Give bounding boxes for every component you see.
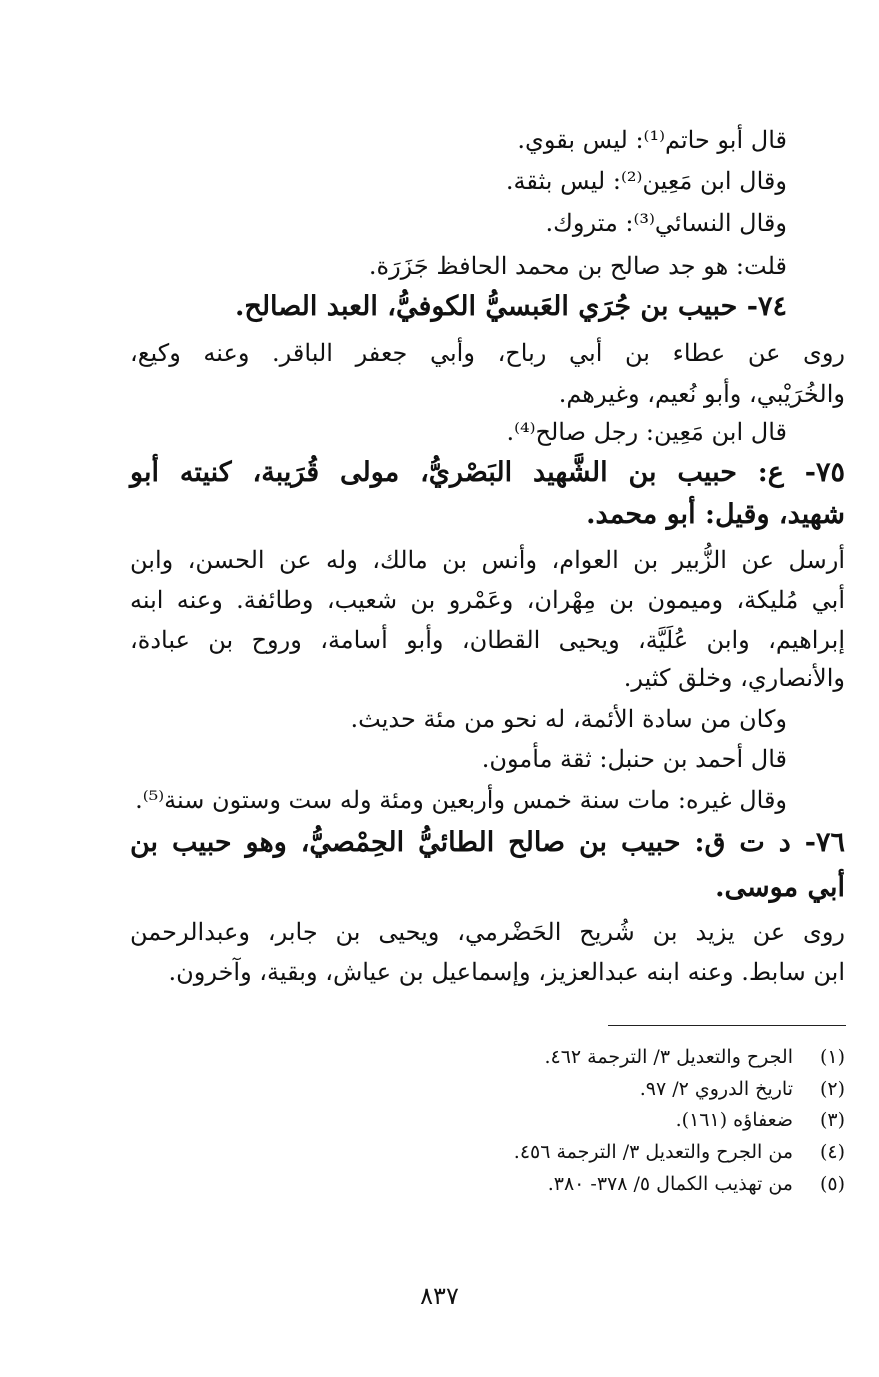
text-line: وقال غيره: مات سنة خمس وأربعين ومئة وله ست وستون سنة⁽⁵⁾. bbox=[135, 786, 787, 814]
text-line: روى عن يزيد بن شُريح الحَضْرمي، ويحيى بن جابر، وعبدالرحمن bbox=[130, 918, 845, 946]
entry-heading-74: ٧٤- حبيب بن جُرَي العَبسيُّ الكوفيُّ، العبد الصالح. bbox=[234, 291, 787, 322]
footnote-number: (٤) bbox=[819, 1141, 845, 1163]
footnote-text: من الجرح والتعديل ٣/ الترجمة ٤٥٦. bbox=[513, 1141, 793, 1163]
footnote-4 bbox=[514, 1138, 845, 1166]
text-line: إبراهيم، وابن عُلَيَّة، ويحيى القطان، وأبو أسامة، وروح بن عبادة، bbox=[130, 626, 845, 654]
footnote-text: ضعفاؤه (١٦١). bbox=[675, 1109, 793, 1131]
footnote-5 bbox=[548, 1170, 845, 1198]
text-line: قلت: هو جد صالح بن محمد الحافظ جَزَرَة. bbox=[368, 252, 787, 280]
entry-heading-76-cont: أبي موسى. bbox=[715, 872, 845, 903]
footnote-number: (٣) bbox=[819, 1109, 845, 1131]
text-line: وقال ابن مَعِين⁽²⁾: ليس بثقة. bbox=[505, 167, 787, 195]
text-line: قال ابن مَعِين: رجل صالح⁽⁴⁾. bbox=[506, 418, 787, 446]
footnote-divider bbox=[608, 1025, 846, 1026]
text-line: روى عن عطاء بن أبي رباح، وأبي جعفر الباقر. وعنه وكيع، bbox=[130, 339, 845, 367]
text-line: والخُرَيْبي، وأبو نُعيم، وغيرهم. bbox=[558, 380, 845, 408]
footnote-number: (١) bbox=[819, 1046, 845, 1068]
text-line: وقال النسائي⁽³⁾: متروك. bbox=[545, 209, 787, 237]
text-line: أرسل عن الزُّبير بن العوام، وأنس بن مالك، وله عن الحسن، وابن bbox=[130, 546, 845, 574]
footnote-text: تاريخ الدروي ٢/ ٩٧. bbox=[639, 1078, 793, 1100]
entry-heading-76: ٧٦- د ت ق: حبيب بن صالح الطائيُّ الحِمْصيُّ، وهو حبيب بن bbox=[130, 827, 845, 858]
footnote-text: من تهذيب الكمال ٥/ ٣٧٨- ٣٨٠. bbox=[547, 1173, 793, 1195]
text-line: والأنصاري، وخلق كثير. bbox=[623, 664, 845, 692]
footnote-text: الجرح والتعديل ٣/ الترجمة ٤٦٢. bbox=[544, 1046, 793, 1068]
text-line: قال أبو حاتم⁽¹⁾: ليس بقوي. bbox=[517, 126, 787, 154]
footnote-2 bbox=[640, 1075, 845, 1103]
text-line: أبي مُليكة، وميمون بن مِهْران، وعَمْرو بن شعيب، وطائفة. وعنه ابنه bbox=[130, 586, 845, 614]
footnote-number: (٢) bbox=[819, 1078, 845, 1100]
page-number: ٨٣٧ bbox=[420, 1282, 459, 1310]
entry-heading-75: ٧٥- ع: حبيب بن الشَّهيد البَصْريُّ، مولى قُرَيبة، كنيته أبو bbox=[130, 457, 845, 488]
text-line: وكان من سادة الأئمة، له نحو من مئة حديث. bbox=[350, 705, 787, 733]
footnote-1 bbox=[544, 1043, 845, 1071]
text-line: ابن سابط. وعنه ابنه عبدالعزيز، وإسماعيل بن عياش، وبقية، وآخرون. bbox=[168, 958, 845, 986]
text-line: قال أحمد بن حنبل: ثقة مأمون. bbox=[481, 745, 787, 773]
entry-heading-75-cont: شهيد، وقيل: أبو محمد. bbox=[586, 499, 845, 530]
footnote-number: (٥) bbox=[819, 1173, 845, 1195]
footnote-3 bbox=[676, 1106, 845, 1134]
